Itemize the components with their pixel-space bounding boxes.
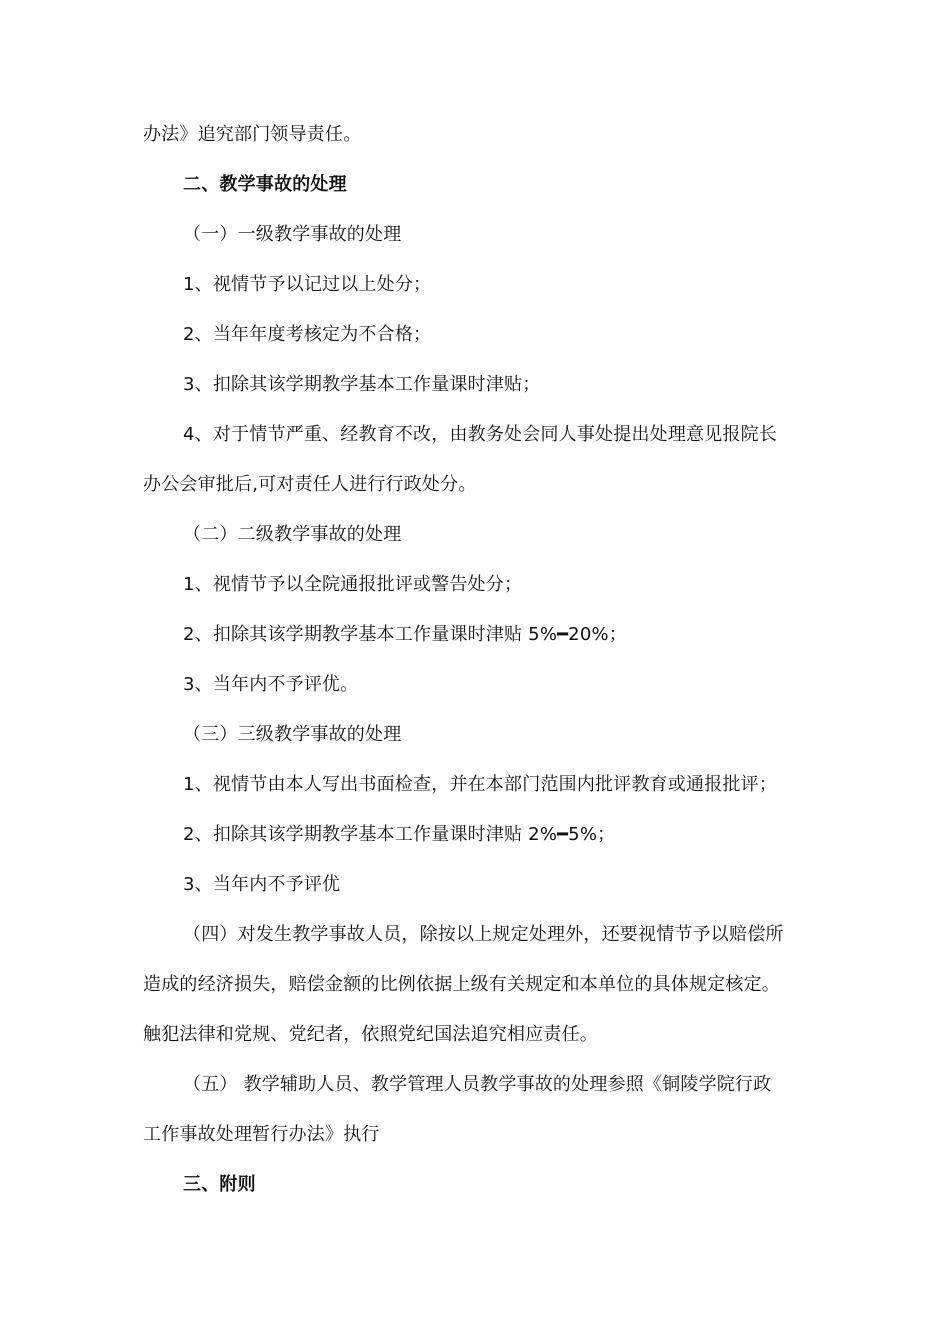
section-heading: 二、教学事故的处理 xyxy=(183,174,347,195)
paragraph-line: 办法》追究部门领导责任。 xyxy=(143,124,362,145)
list-item: 2、扣除其该学期教学基本工作量课时津贴 2%━5%； xyxy=(183,824,616,845)
subsection-heading: （一）一级教学事故的处理 xyxy=(183,224,402,245)
list-item: 1、视情节予以记过以上处分； xyxy=(183,274,432,295)
paragraph-line: 造成的经济损失，赔偿金额的比例依据上级有关规定和本单位的具体规定核定。 xyxy=(143,974,780,995)
section-heading: 三、附则 xyxy=(183,1174,256,1195)
list-item: 1、视情节予以全院通报批评或警告处分； xyxy=(183,574,523,595)
paragraph-line: （五） 教学辅助人员、教学管理人员教学事故的处理参照《铜陵学院行政 xyxy=(183,1074,772,1095)
list-item: 2、当年年度考核定为不合格； xyxy=(183,324,432,345)
list-item: 3、当年内不予评优。 xyxy=(183,674,359,695)
paragraph-line: 工作事故处理暂行办法》执行 xyxy=(143,1124,380,1145)
list-item: 2、扣除其该学期教学基本工作量课时津贴 5%━20%； xyxy=(183,624,627,645)
paragraph-line: 办公会审批后,可对责任人进行行政处分。 xyxy=(143,474,477,495)
paragraph-line: 触犯法律和党规、党纪者，依照党纪国法追究相应责任。 xyxy=(143,1024,598,1045)
subsection-heading: （二）二级教学事故的处理 xyxy=(183,524,402,545)
list-item: 4、对于情节严重、经教育不改，由教务处会同人事处提出处理意见报院长 xyxy=(183,424,778,445)
list-item: 3、扣除其该学期教学基本工作量课时津贴； xyxy=(183,374,541,395)
paragraph-line: （四）对发生教学事故人员，除按以上规定处理外，还要视情节予以赔偿所 xyxy=(183,924,784,945)
list-item: 3、当年内不予评优 xyxy=(183,874,341,895)
list-item: 1、视情节由本人写出书面检查，并在本部门范围内批评教育或通报批评； xyxy=(183,774,778,795)
subsection-heading: （三）三级教学事故的处理 xyxy=(183,724,402,745)
